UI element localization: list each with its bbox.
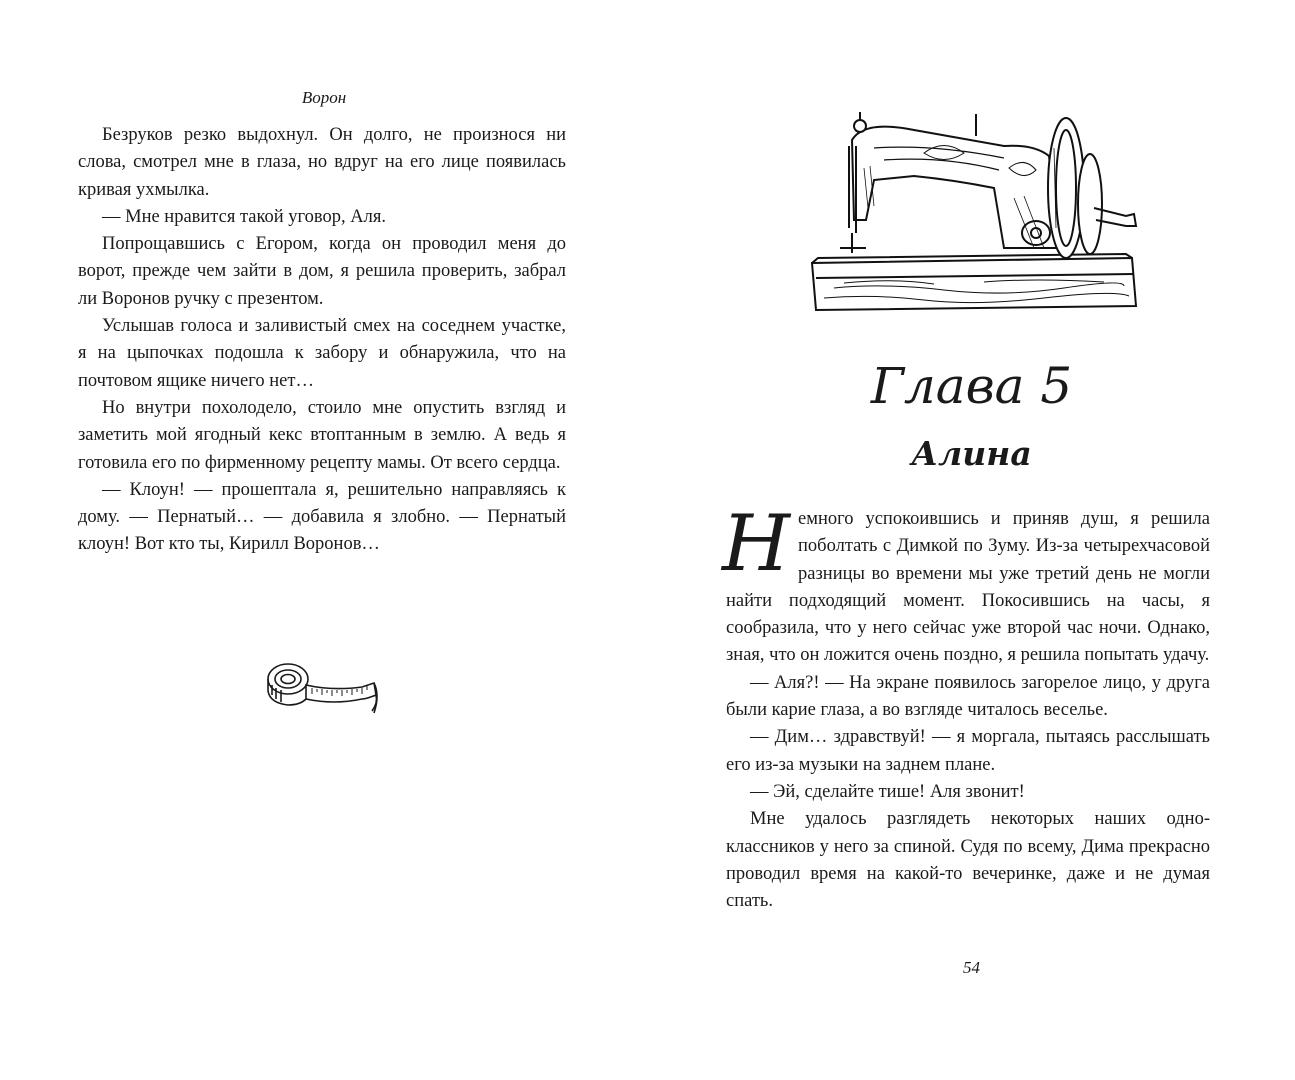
- paragraph: — Дим… здравствуй! — я моргала, пытаясь расслышать его из-за музыки на заднем плане.: [726, 727, 1210, 775]
- paragraph: Но внутри похолодело, стоило мне опустить взгляд и заметить мой ягодный кекс втоптанным в землю. А ведь я готовила его по фирменному рецепту мамы. От всего сердца.: [78, 397, 566, 473]
- measuring-tape-icon: [262, 655, 382, 717]
- paragraph: — Эй, сделайте тише! Аля звонит!: [750, 781, 1025, 802]
- drop-cap: Н: [722, 499, 791, 589]
- right-page-text: [722, 499, 1210, 915]
- first-paragraph: [722, 499, 1210, 670]
- first-paragraph-text: емного успокоившись и приняв душ, я решила поболтать с Димкой по Зуму. Из-за четырехчасовой разницы во времени мы уже третий день не могли найти подходящий момент. Покосившись на часы, я сообразила, что у него сейчас уже второй час ночи. Однако, зная, что он ложится очень поздно, я решила попытать удачу.: [726, 509, 1210, 666]
- sewing-machine-icon: [804, 108, 1144, 313]
- paragraph: — Мне нравится такой уговор, Аля.: [102, 206, 387, 227]
- paragraph: — Клоун! — прошептала я, решительно направляясь к дому. — Пернатый… — добавила я злобно. — Пернатый клоун! Вот кто ты, Кирилл Воронов…: [78, 479, 566, 555]
- right-page: [648, 0, 1295, 1080]
- running-head: Ворон: [301, 88, 347, 107]
- paragraph: Мне удалось разглядеть некоторых наших одноклассников у него за спиной. Судя по всему, Дима прекрасно проводил время на какой-то вечеринке, даже и не думая спать.: [726, 809, 1210, 912]
- paragraph: Безруков резко выдохнул. Он долго, не произнося ни слова, смотрел мне в глаза, но вдруг на его лице появилась кривая ухмылка.: [78, 125, 566, 200]
- paragraph: — Аля?! — На экране появилось загорелое лицо, у друга были карие глаза, а во взгляде читалось веселье.: [726, 672, 1210, 721]
- paragraph: Попрощавшись с Егором, когда он проводил меня до ворот, прежде чем зайти в дом, я решила проверить, забрал ли Воронов ручку с презентом.: [78, 234, 566, 309]
- paragraph: Услышав голоса и заливистый смех на соседнем участке, я на цыпочках подошла к забору и обнаружила, что на почтовом ящике ничего нет…: [78, 316, 566, 391]
- chapter-title: Глава 5: [870, 357, 1073, 415]
- chapter-subtitle: Алина: [911, 434, 1032, 473]
- left-page-text: [78, 122, 566, 559]
- page-number: 54: [963, 958, 980, 977]
